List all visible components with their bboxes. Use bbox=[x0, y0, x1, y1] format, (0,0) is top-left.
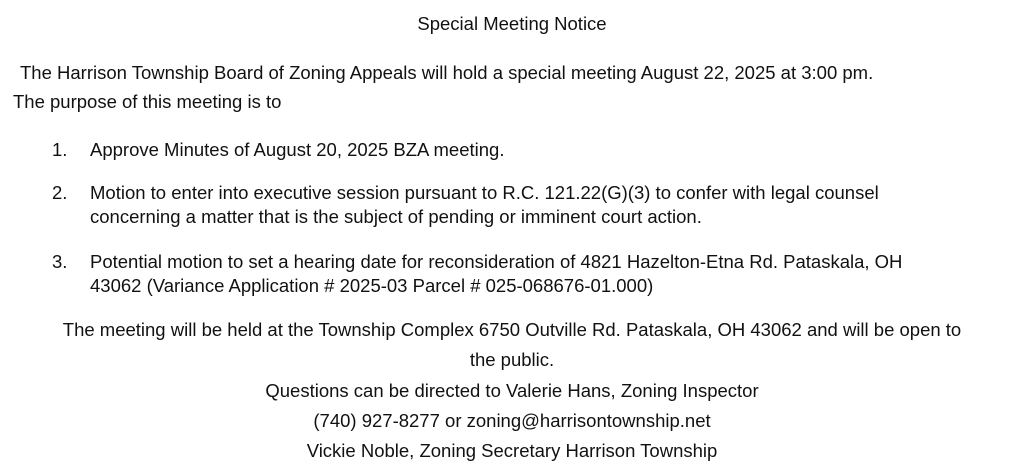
location-text-line-2: the public. bbox=[469, 349, 555, 370]
intro-text-line-2: The purpose of this meeting is to bbox=[13, 91, 282, 112]
contact-inspector: Questions can be directed to Valerie Hans, Zoning Inspector bbox=[265, 380, 759, 401]
contact-phone-email: (740) 927-8277 or zoning@harrisontownship.net bbox=[313, 410, 711, 431]
agenda-item-line-1: Potential motion to set a hearing date for reconsideration of 4821 Hazelton-Etna Rd. Pataskala, OH bbox=[90, 251, 903, 272]
agenda-item-line-2: 43062 (Variance Application # 2025-03 Parcel # 025-068676-01.000) bbox=[90, 275, 654, 296]
agenda-item-number: 2. bbox=[52, 182, 68, 203]
agenda-item-line-1: Approve Minutes of August 20, 2025 BZA meeting. bbox=[90, 139, 505, 160]
agenda-item-text bbox=[90, 138, 990, 162]
agenda-item-line-2: concerning a matter that is the subject of pending or imminent court action. bbox=[90, 206, 702, 227]
agenda-item-number: 1. bbox=[52, 139, 68, 160]
location-text-line-1: The meeting will be held at the Township Complex 6750 Outville Rd. Pataskala, OH 43062 and will be open to bbox=[62, 319, 962, 340]
contact-secretary: Vickie Noble, Zoning Secretary Harrison Township bbox=[306, 440, 718, 461]
intro-text-line-1: The Harrison Township Board of Zoning Appeals will hold a special meeting August 22, 2025 at 3:00 pm. bbox=[20, 62, 874, 83]
agenda-item-number: 3. bbox=[52, 251, 68, 272]
agenda-item-text bbox=[90, 250, 990, 298]
notice-title: Special Meeting Notice bbox=[417, 13, 607, 34]
agenda-item-line-1: Motion to enter into executive session pursuant to R.C. 121.22(G)(3) to confer with legal counsel bbox=[90, 182, 879, 203]
agenda-item-text bbox=[90, 181, 990, 229]
